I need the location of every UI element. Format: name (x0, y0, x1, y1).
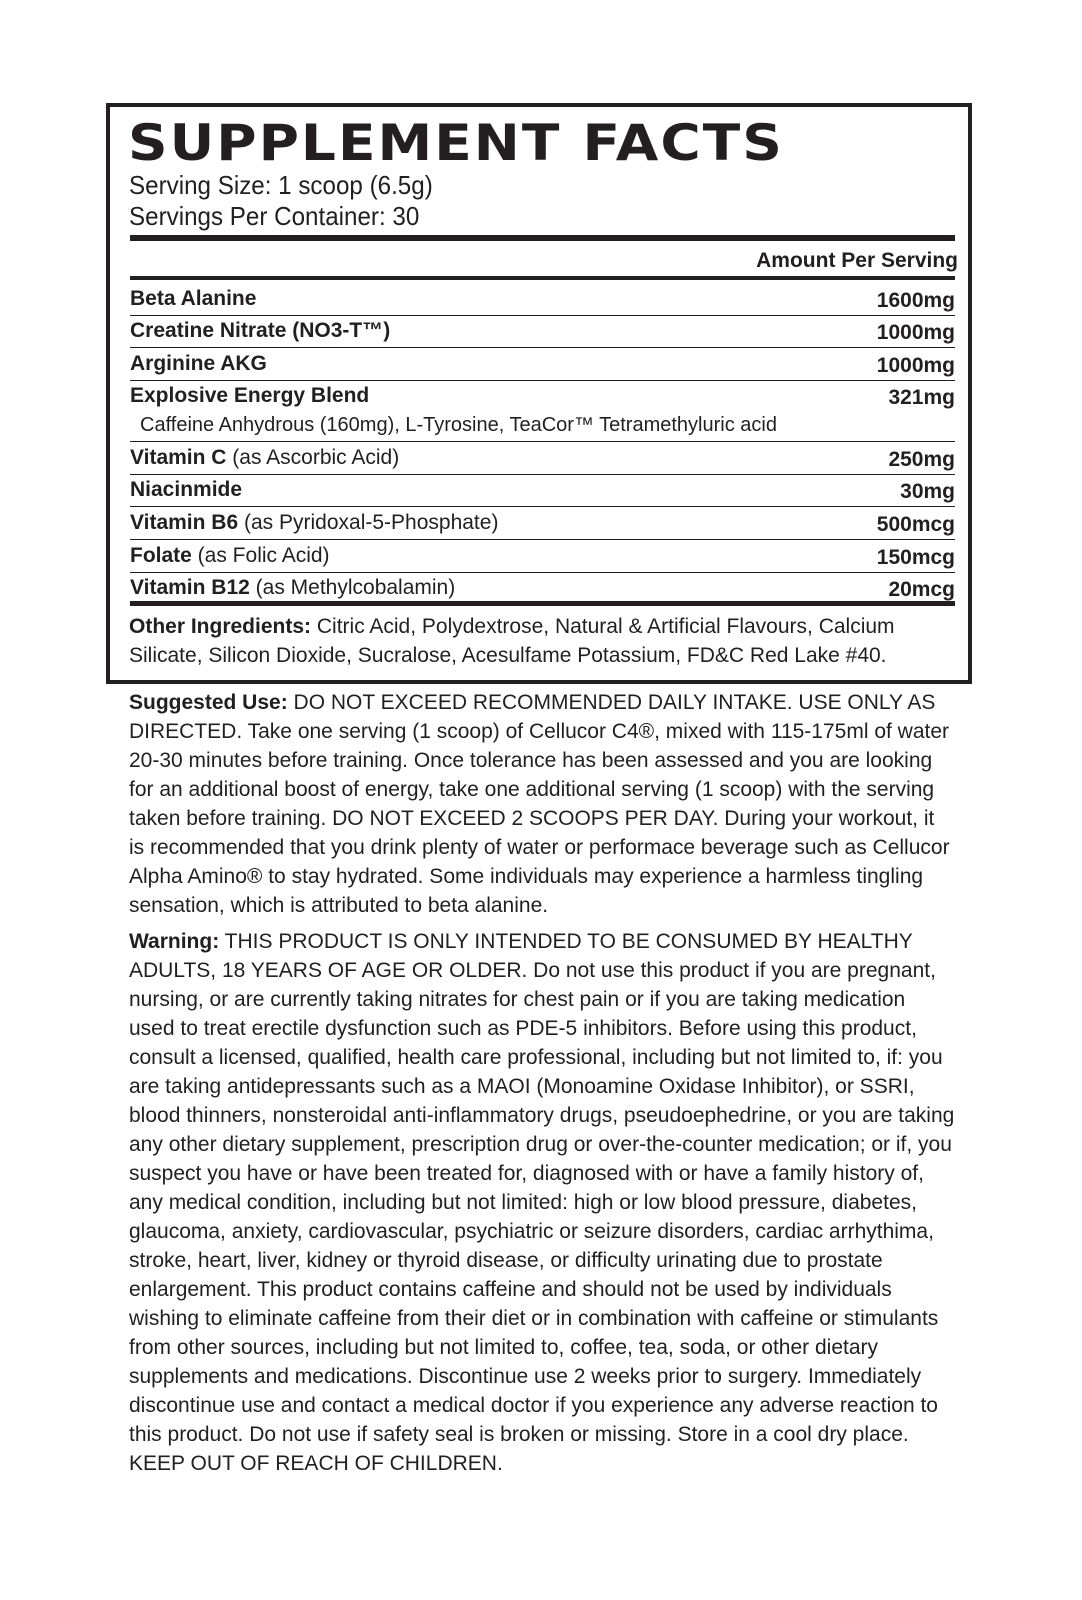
nutrient-note: (as Folic Acid) (191, 544, 330, 567)
other-ingredients-text: Citric Acid, Polydextrose, Natural & Artificial Flavours, Calcium Silicate, Silicon Dioxide, Sucralose, Acesulfame Potassium, FD&C Red Lake #40. (129, 615, 895, 667)
servings-per-container: Servings Per Container: 30 (129, 201, 420, 231)
nutrient-note: (as Pyridoxal-5-Phosphate) (238, 511, 499, 534)
nutrient-name (130, 543, 330, 569)
thick-divider (130, 235, 955, 241)
other-ingredients (129, 612, 949, 670)
header-divider (130, 276, 955, 280)
nutrient-amount: 321mg (888, 386, 955, 409)
nutrient-label: Folate (130, 544, 192, 567)
serving-size: Serving Size: 1 scoop (6.5g) (129, 170, 433, 200)
nutrient-row (130, 443, 955, 475)
nutrient-row (130, 284, 955, 316)
panel-title: SUPPLEMENT FACTS (128, 114, 784, 172)
nutrient-label: Vitamin C (130, 446, 227, 469)
nutrient-row (130, 475, 955, 507)
warning-text: THIS PRODUCT IS ONLY INTENDED TO BE CONSUMED BY HEALTHY ADULTS, 18 YEARS OF AGE OR OLDER. Do not use this product if you are pregnant, nursing, or are currently taking nitrates for chest pain or if you are taking medication used to treat erectile dysfunction such as PDE-5 inhibitors. Before using this product, consult a licensed, qualified, health care professional, including but not limited to, if: you are taking antidepressants such as a MAOI (Monoamine Oxidase Inhibitor), or SSRI, blood thinners, nonsteroidal anti-inflammatory drugs, pseudoephedrine, or you are taking any other dietary supplement, prescription drug or over-the-counter medication; or if, you suspect you have or have been treated for, diagnosed with or have a family history of, any medical condition, including but not limited: high or low blood pressure, diabetes, glaucoma, anxiety, cardiovascular, psychiatric or seizure disorders, cardiac arrhythima, stroke, heart, liver, kidney or thyroid disease, or difficulty urinating due to prostate enlargement. This product contains caffeine and should not be used by individuals wishing to eliminate caffeine from their diet or in combination with caffeine or stimulants from other sources, including but not limited to, coffee, tea, soda, or other dietary supplements and medications. Discontinue use 2 weeks prior to surgery. Immediately discontinue use and contact a medical doctor if you experience any adverse reaction to this product. Do not use if safety seal is broken or missing. Store in a cool dry place. KEEP OUT OF REACH OF CHILDREN. (129, 930, 955, 1475)
nutrient-amount: 1000mg (876, 354, 955, 377)
nutrient-label: Niacinmide (130, 478, 243, 501)
nutrient-amount: 150mcg (876, 546, 955, 569)
nutrient-label: Creatine Nitrate (NO3-T™) (130, 319, 391, 342)
suggested-use (129, 688, 955, 920)
nutrient-note: (as Methylcobalamin) (249, 576, 456, 599)
nutrient-name (130, 318, 390, 344)
nutrient-name (130, 286, 256, 312)
blend-divider (130, 441, 955, 442)
nutrient-amount: 250mg (888, 448, 955, 471)
nutrient-name (130, 575, 455, 601)
suggested-use-label: Suggested Use: (129, 691, 288, 714)
nutrient-label: Beta Alanine (130, 287, 257, 310)
row-divider (130, 347, 955, 348)
nutrient-amount: 1600mg (876, 289, 955, 312)
row-divider (130, 506, 955, 507)
blend-contents: Caffeine Anhydrous (160mg), L-Tyrosine, TeaCor™ Tetramethyluric acid (140, 414, 777, 436)
nutrient-amount: 30mg (900, 480, 955, 503)
suggested-use-text: DO NOT EXCEED RECOMMENDED DAILY INTAKE. USE ONLY AS DIRECTED. Take one serving (1 scoop) of Cellucor C4®, mixed with 115-175ml of water 20-30 minutes before training. Once tolerance has been assessed and you are looking for an additional boost of energy, take one additional serving (1 scoop) with the serving taken before training. DO NOT EXCEED 2 SCOOPS PER DAY. During your workout, it is recommended that you drink plenty of water or performace beverage such as Cellucor Alpha Amino® to stay hydrated. Some individuals may experience a harmless tingling sensation, which is attributed to beta alanine. (129, 691, 950, 917)
nutrient-row (130, 349, 955, 381)
amount-per-serving-header: Amount Per Serving (756, 249, 958, 272)
nutrient-label: Arginine AKG (130, 352, 267, 375)
nutrient-name (130, 383, 369, 409)
nutrient-name (130, 477, 242, 503)
warning (129, 927, 955, 1478)
other-ingredients-label: Other Ingredients: (129, 615, 312, 638)
nutrient-row (130, 541, 955, 573)
nutrient-amount: 20mcg (888, 578, 955, 601)
nutrient-name (130, 351, 267, 377)
warning-label: Warning: (129, 930, 220, 953)
bottom-divider (130, 601, 955, 606)
nutrient-row (130, 508, 955, 540)
nutrient-label: Vitamin B12 (130, 576, 250, 599)
nutrient-name (130, 445, 399, 471)
nutrient-amount: 500mcg (876, 513, 955, 536)
nutrient-name (130, 510, 498, 536)
nutrient-amount: 1000mg (876, 321, 955, 344)
nutrient-row (130, 381, 955, 413)
nutrient-label: Explosive Energy Blend (130, 384, 370, 407)
row-divider (130, 539, 955, 540)
nutrient-row (130, 316, 955, 348)
nutrient-note: (as Ascorbic Acid) (226, 446, 400, 469)
nutrient-label: Vitamin B6 (130, 511, 239, 534)
